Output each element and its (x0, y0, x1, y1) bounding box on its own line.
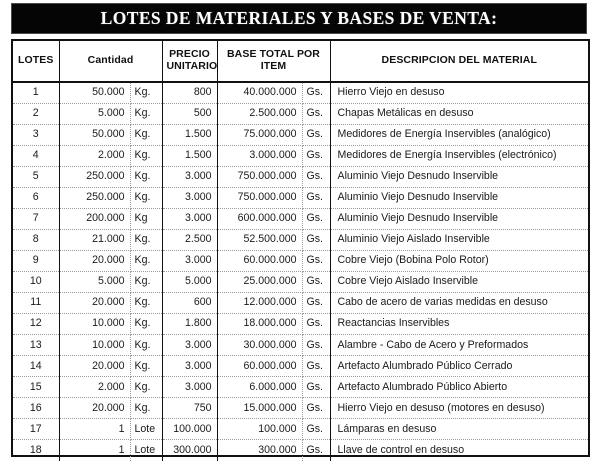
cell-base-total: 750.000.000 (217, 187, 302, 208)
cell-precio: 1.800 (162, 314, 217, 335)
cell-cantidad: 5.000 (59, 103, 130, 124)
cell-moneda: Gs. (302, 271, 330, 292)
cell-base-total: 15.000.000 (217, 398, 302, 419)
table-row (13, 229, 588, 250)
cell-precio: 600 (162, 292, 217, 313)
cell-lote: 10 (13, 271, 59, 292)
table-row (13, 314, 588, 335)
cell-base-total: 3.000.000 (217, 145, 302, 166)
table-row (13, 419, 588, 440)
cell-moneda: Gs. (302, 103, 330, 124)
document-title-banner (11, 3, 587, 34)
cell-base-total: 750.000.000 (217, 166, 302, 187)
cell-unidad: Kg. (130, 314, 162, 335)
cell-lote: 17 (13, 419, 59, 440)
cell-cantidad: 1 (59, 419, 130, 440)
cell-descripcion: Medidores de Energía Inservibles (analógico) (330, 124, 588, 145)
cell-lote: 4 (13, 145, 59, 166)
cell-lote: 9 (13, 250, 59, 271)
cell-precio: 500 (162, 103, 217, 124)
cell-descripcion: Hierro Viejo en desuso (330, 82, 588, 103)
cell-base-total: 30.000.000 (217, 335, 302, 356)
cell-unidad: Lote (130, 440, 162, 461)
table-row (13, 440, 588, 461)
cell-base-total: 60.000.000 (217, 250, 302, 271)
cell-moneda: Gs. (302, 208, 330, 229)
cell-moneda: Gs. (302, 440, 330, 461)
cell-descripcion: Cobre Viejo (Bobina Polo Rotor) (330, 250, 588, 271)
cell-unidad: Kg. (130, 377, 162, 398)
page-title: LOTES DE MATERIALES Y BASES DE VENTA: (100, 8, 498, 28)
column-header-precio-unitario: PRECIO UNITARIO (162, 41, 217, 82)
cell-moneda: Gs. (302, 250, 330, 271)
cell-cantidad: 2.000 (59, 145, 130, 166)
table-row (13, 335, 588, 356)
cell-base-total: 6.000.000 (217, 377, 302, 398)
cell-cantidad: 1 (59, 440, 130, 461)
cell-cantidad: 250.000 (59, 187, 130, 208)
cell-descripcion: Cabo de acero de varias medidas en desuso (330, 292, 588, 313)
cell-cantidad: 20.000 (59, 250, 130, 271)
cell-base-total: 60.000.000 (217, 356, 302, 377)
column-header-cantidad: Cantidad (59, 41, 162, 82)
table-row (13, 356, 588, 377)
cell-lote: 5 (13, 166, 59, 187)
table-row (13, 82, 588, 103)
cell-descripcion: Reactancias Inservibles (330, 314, 588, 335)
cell-precio: 3.000 (162, 187, 217, 208)
cell-moneda: Gs. (302, 356, 330, 377)
cell-cantidad: 10.000 (59, 314, 130, 335)
cell-precio: 3.000 (162, 208, 217, 229)
cell-descripcion: Aluminio Viejo Aislado Inservible (330, 229, 588, 250)
table-body (13, 82, 588, 461)
cell-moneda: Gs. (302, 166, 330, 187)
table-row (13, 166, 588, 187)
cell-precio: 750 (162, 398, 217, 419)
cell-base-total: 12.000.000 (217, 292, 302, 313)
cell-lote: 11 (13, 292, 59, 313)
cell-moneda: Gs. (302, 82, 330, 103)
table-header-row (13, 41, 588, 82)
cell-cantidad: 20.000 (59, 398, 130, 419)
lotes-table (13, 41, 588, 461)
cell-precio: 3.000 (162, 335, 217, 356)
cell-precio: 3.000 (162, 166, 217, 187)
cell-moneda: Gs. (302, 145, 330, 166)
cell-unidad: Kg (130, 208, 162, 229)
cell-moneda: Gs. (302, 314, 330, 335)
cell-descripcion: Alambre - Cabo de Acero y Preformados (330, 335, 588, 356)
cell-lote: 3 (13, 124, 59, 145)
table-row (13, 208, 588, 229)
cell-lote: 14 (13, 356, 59, 377)
cell-base-total: 52.500.000 (217, 229, 302, 250)
lotes-table-container (11, 39, 590, 457)
column-header-lotes: LOTES (13, 41, 59, 82)
cell-precio: 2.500 (162, 229, 217, 250)
cell-unidad: Kg. (130, 356, 162, 377)
cell-moneda: Gs. (302, 419, 330, 440)
cell-moneda: Gs. (302, 377, 330, 398)
cell-precio: 3.000 (162, 377, 217, 398)
cell-descripcion: Artefacto Alumbrado Público Abierto (330, 377, 588, 398)
cell-moneda: Gs. (302, 187, 330, 208)
table-row (13, 103, 588, 124)
cell-descripcion: Cobre Viejo Aislado Inservible (330, 271, 588, 292)
cell-descripcion: Hierro Viejo en desuso (motores en desuso) (330, 398, 588, 419)
cell-moneda: Gs. (302, 292, 330, 313)
column-header-base-total: BASE TOTAL POR ITEM (217, 41, 330, 82)
cell-cantidad: 250.000 (59, 166, 130, 187)
cell-base-total: 600.000.000 (217, 208, 302, 229)
cell-unidad: Lote (130, 419, 162, 440)
cell-cantidad: 200.000 (59, 208, 130, 229)
cell-precio: 5.000 (162, 271, 217, 292)
cell-lote: 13 (13, 335, 59, 356)
cell-lote: 2 (13, 103, 59, 124)
cell-base-total: 40.000.000 (217, 82, 302, 103)
table-row (13, 292, 588, 313)
cell-cantidad: 21.000 (59, 229, 130, 250)
cell-cantidad: 50.000 (59, 124, 130, 145)
cell-descripcion: Lámparas en desuso (330, 419, 588, 440)
cell-moneda: Gs. (302, 124, 330, 145)
column-header-descripcion: DESCRIPCION DEL MATERIAL (330, 41, 588, 82)
cell-descripcion: Chapas Metálicas en desuso (330, 103, 588, 124)
cell-precio: 800 (162, 82, 217, 103)
cell-precio: 1.500 (162, 124, 217, 145)
table-row (13, 271, 588, 292)
cell-precio: 3.000 (162, 356, 217, 377)
cell-precio: 100.000 (162, 419, 217, 440)
cell-unidad: Kg. (130, 229, 162, 250)
cell-unidad: Kg. (130, 187, 162, 208)
cell-descripcion: Aluminio Viejo Desnudo Inservible (330, 187, 588, 208)
cell-lote: 7 (13, 208, 59, 229)
table-row (13, 187, 588, 208)
table-row (13, 145, 588, 166)
cell-base-total: 100.000 (217, 419, 302, 440)
cell-descripcion: Artefacto Alumbrado Público Cerrado (330, 356, 588, 377)
cell-base-total: 25.000.000 (217, 271, 302, 292)
cell-unidad: Kg. (130, 398, 162, 419)
cell-precio: 3.000 (162, 250, 217, 271)
table-row (13, 377, 588, 398)
cell-unidad: Kg. (130, 250, 162, 271)
table-header (13, 41, 588, 82)
cell-lote: 6 (13, 187, 59, 208)
table-row (13, 398, 588, 419)
cell-precio: 300.000 (162, 440, 217, 461)
cell-unidad: Kg. (130, 103, 162, 124)
cell-lote: 12 (13, 314, 59, 335)
cell-descripcion: Medidores de Energía Inservibles (electrónico) (330, 145, 588, 166)
cell-descripcion: Llave de control en desuso (337, 444, 465, 457)
cell-unidad: Kg. (130, 124, 162, 145)
cell-base-total: 2.500.000 (217, 103, 302, 124)
table-row (13, 250, 588, 271)
cell-base-total: 18.000.000 (217, 314, 302, 335)
cell-lote: 15 (13, 377, 59, 398)
cell-moneda: Gs. (302, 335, 330, 356)
cell-lote: 8 (13, 229, 59, 250)
cell-descripcion: Aluminio Viejo Desnudo Inservible (330, 208, 588, 229)
cell-unidad: Kg. (130, 145, 162, 166)
cell-cantidad: 20.000 (59, 292, 130, 313)
cell-moneda: Gs. (302, 398, 330, 419)
table-row (13, 124, 588, 145)
cell-cantidad: 20.000 (59, 356, 130, 377)
cell-moneda: Gs. (302, 229, 330, 250)
cell-unidad: Kg. (130, 166, 162, 187)
cell-precio: 1.500 (162, 145, 217, 166)
cell-lote: 16 (13, 398, 59, 419)
cell-unidad: Kg. (130, 335, 162, 356)
cell-lote: 18 (13, 440, 59, 461)
cell-cantidad: 10.000 (59, 335, 130, 356)
cell-cantidad: 5.000 (59, 271, 130, 292)
cell-unidad: Kg. (130, 292, 162, 313)
cell-lote: 1 (13, 82, 59, 103)
cell-base-total: 75.000.000 (217, 124, 302, 145)
cell-cantidad: 50.000 (59, 82, 130, 103)
cell-cantidad: 2.000 (59, 377, 130, 398)
cell-unidad: Kg. (130, 82, 162, 103)
cell-descripcion: Aluminio Viejo Desnudo Inservible (330, 166, 588, 187)
cell-base-total: 300.000 (217, 440, 302, 461)
cell-unidad: Kg. (130, 271, 162, 292)
